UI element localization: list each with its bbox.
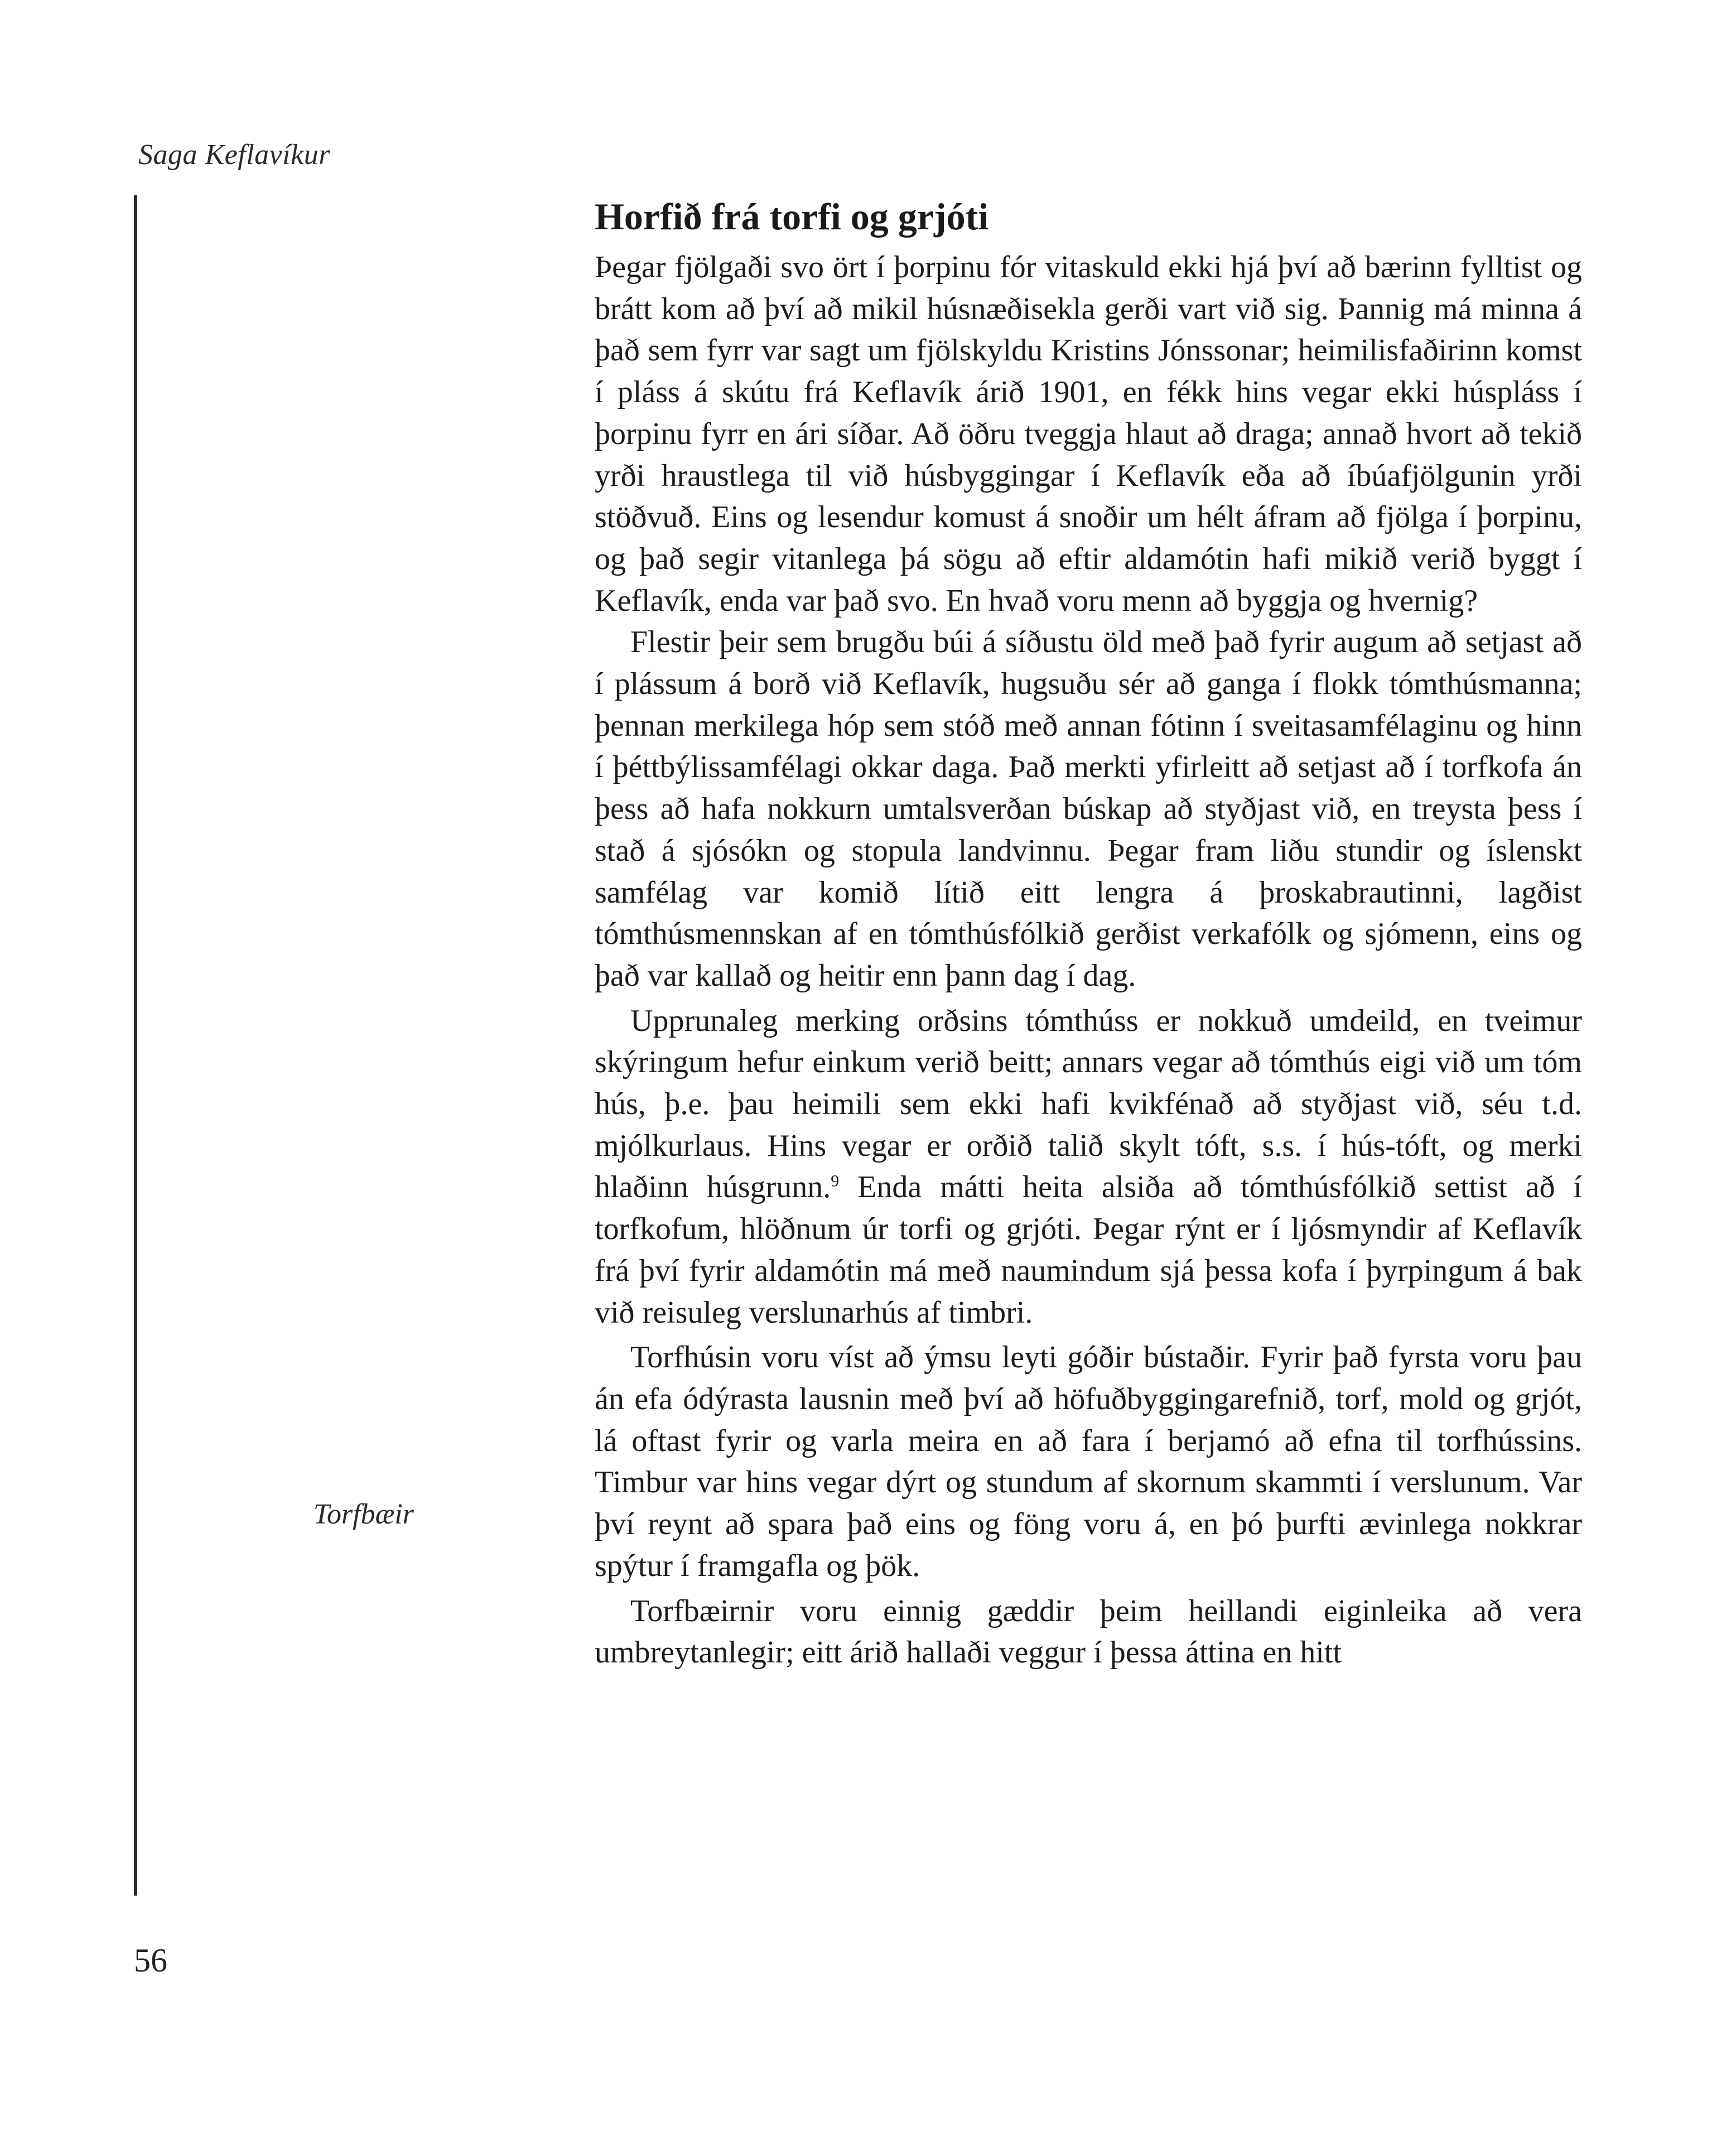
section-title: Horfið frá torfi og grjóti: [595, 195, 989, 238]
paragraph-3-part-2: Enda mátti heita alsiða að tómthúsfólkið settist að í torfkofum, hlöðnum úr torfi og grjóti. Þegar rýnt er í ljósmyndir af Keflavík frá því fyrir aldamótin má með naumindum sjá þessa kofa í þyrpingum á bak við reisuleg verslunarhús af timbri.: [595, 1170, 1582, 1330]
running-head: Saga Keflavíkur: [138, 139, 331, 171]
paragraph-3: [595, 1000, 1582, 1334]
paragraph-1: Þegar fjölgaði svo ört í þorpinu fór vitaskuld ekki hjá því að bærinn fylltist og brátt kom að því að mikil húsnæðisekla gerði vart við sig. Þannig má minna á það sem fyrr var sagt um fjölskyldu Kristins Jónssonar; heimilisfaðirinn komst í pláss á skútu frá Keflavík árið 1901, en fékk hins vegar ekki húspláss í þorpinu fyrr en ári síðar. Að öðru tveggja hlaut að draga; annað hvort að tekið yrði hraustlega til við húsbyggingar í Keflavík eða að íbúafjölgunin yrði stöðvuð. Eins og lesendur komust á snoðir um hélt áfram að fjölga í þorpinu, og það segir vitanlega þá sögu að eftir aldamótin hafi mikið verið byggt í Keflavík, enda var það svo. En hvað voru menn að byggja og hvernig?: [595, 250, 1582, 618]
main-text-column: [595, 189, 1582, 1674]
footnote-ref: 9: [831, 1172, 840, 1190]
paragraph-4: Torfhúsin voru víst að ýmsu leyti góðir bústaðir. Fyrir það fyrsta voru þau án efa ódýrasta lausnin með því að höfuðbyggingarefnið, torf, mold og grjót, lá oftast fyrir og varla meira en að fara í berjamó að efna til torfhússins. Timbur var hins vegar dýrt og stundum af skornum skammti í verslunum. Var því reynt að spara það eins og föng voru á, en þó þurfti ævinlega nokkrar spýtur í framgafla og þök.: [595, 1340, 1582, 1583]
margin-rule: [134, 195, 137, 1896]
paragraph-3-part-1: Upprunaleg merking orðsins tómthúss er nokkuð umdeild, en tveimur skýringum hefur einkum verið beitt; annars vegar að tómthús eigi við um tóm hús, þ.e. þau heimili sem ekki hafi kvikfénað að styðjast við, séu t.d. mjólkurlaus. Hins vegar er orðið talið skylt tóft, s.s. í hús-tóft, og merki hlaðinn húsgrunn.: [595, 1003, 1582, 1205]
paragraph-2: Flestir þeir sem brugðu búi á síðustu öld með það fyrir augum að setjast að í plássum á borð við Keflavík, hugsuðu sér að ganga í flokk tómthúsmanna; þennan merkilega hóp sem stóð með annan fótinn í sveitasamfélaginu og hinn í þéttbýlissamfélagi okkar daga. Það merkti yfirleitt að setjast að í torfkofa án þess að hafa nokkurn umtalsverðan búskap að styðjast við, en treysta þess í stað á sjósókn og stopula landvinnu. Þegar fram liðu stundir og íslenskt samfélag var komið lítið eitt lengra á þroskabrautinni, lagðist tómthúsmennskan af en tómthúsfólkið gerðist verkafólk og sjómenn, eins og það var kallað og heitir enn þann dag í dag.: [595, 625, 1582, 993]
page-number: 56: [134, 1942, 167, 1979]
paragraph-5: Torfbæirnir voru einnig gæddir þeim heillandi eiginleika að vera umbreytanlegir; eitt árið hallaði veggur í þessa áttina en hitt: [595, 1593, 1582, 1670]
margin-note: Torfbæir: [313, 1498, 414, 1530]
